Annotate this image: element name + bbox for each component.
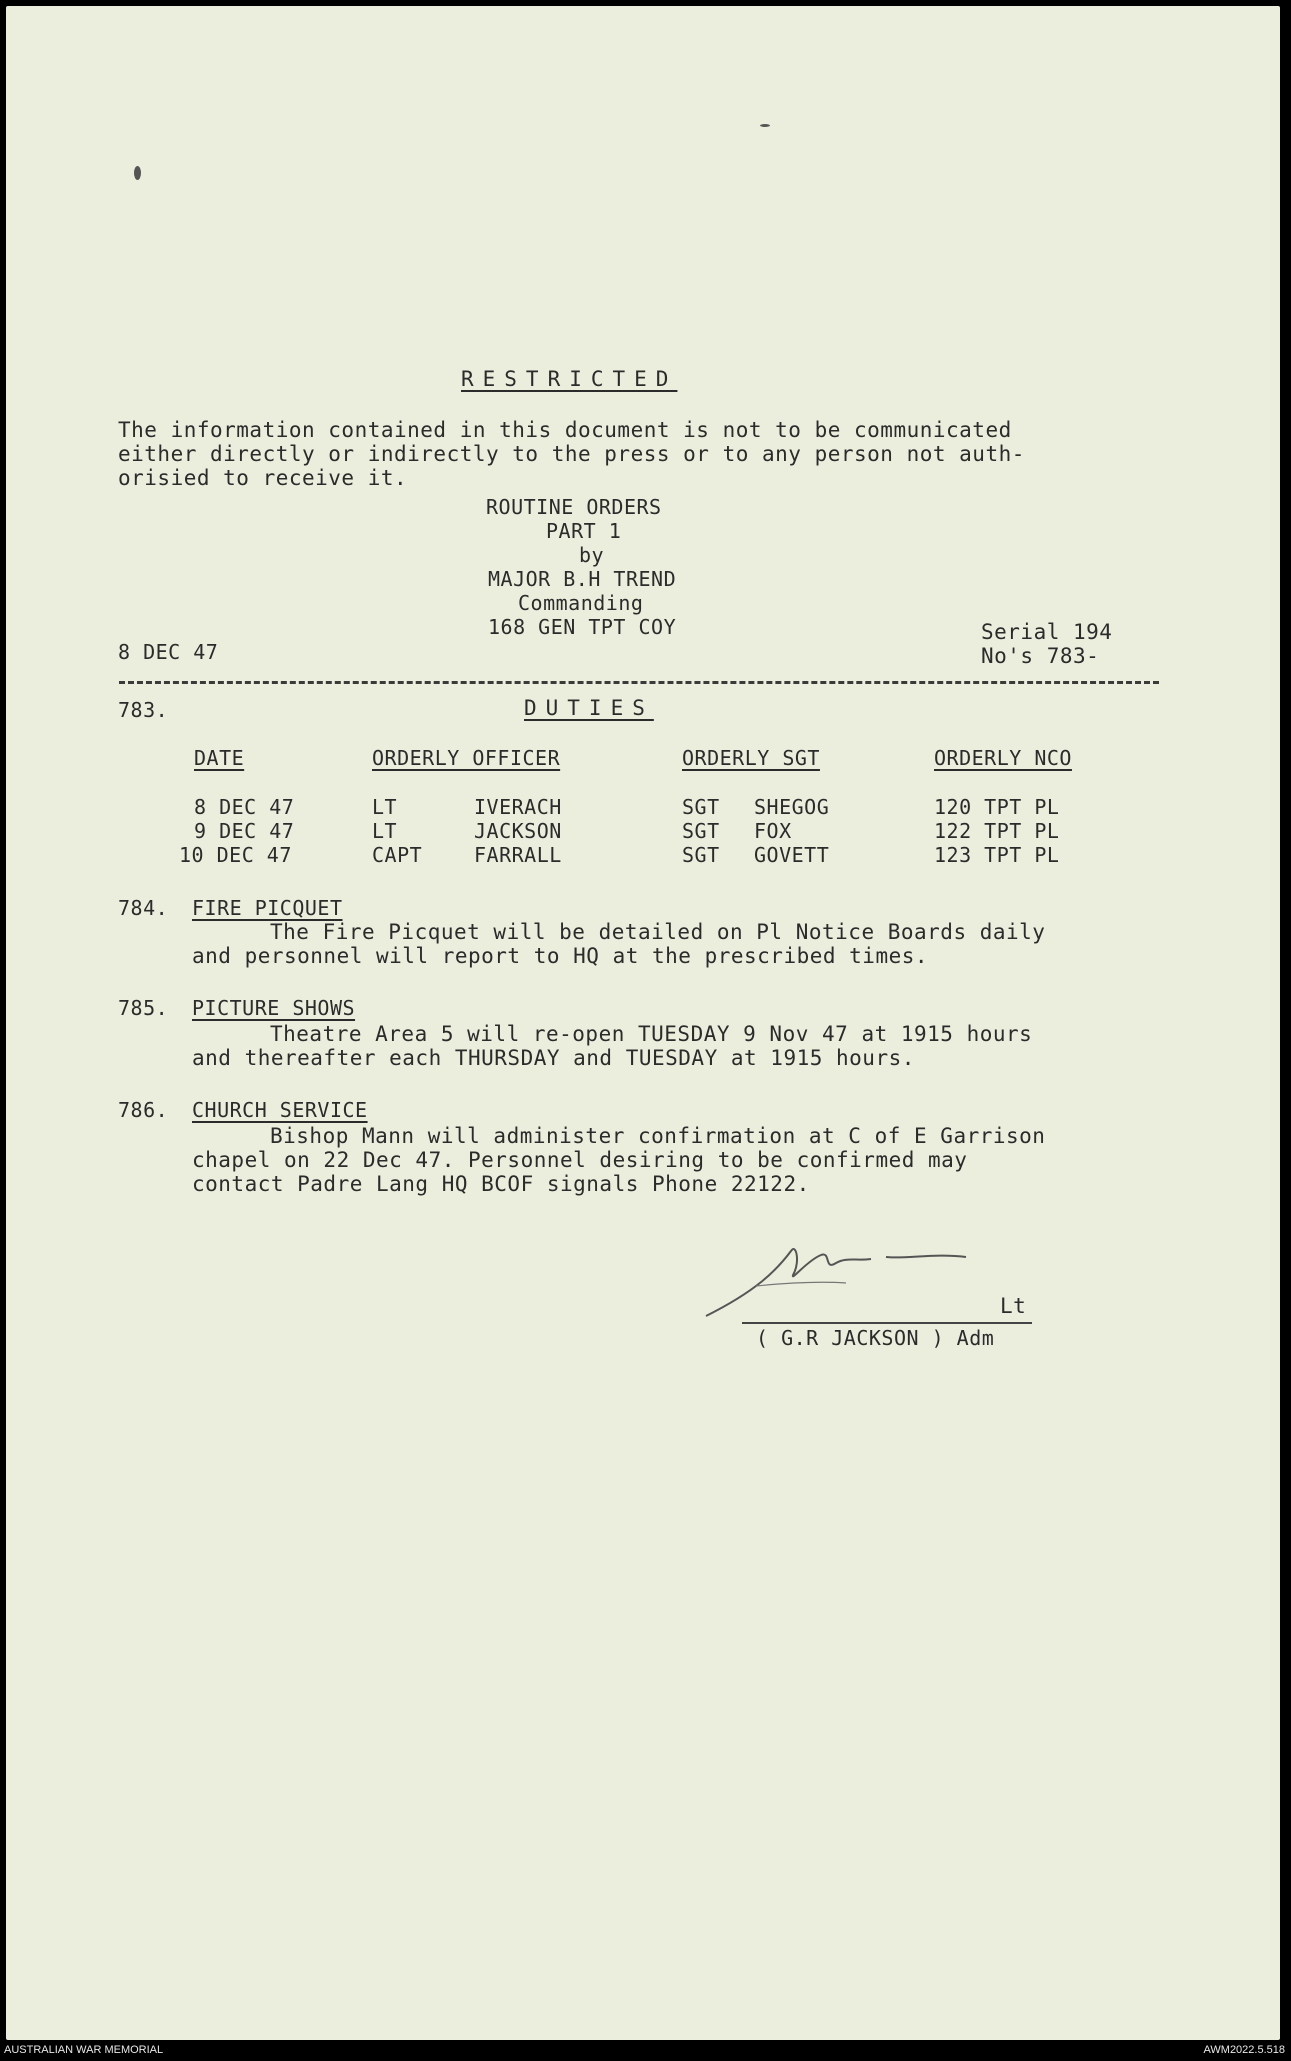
duties-heading: DUTIES <box>524 696 654 720</box>
order-numbers: No's 783- <box>981 644 1100 668</box>
sgt-name: SHEGOG <box>754 795 830 819</box>
notice-line: orisied to receive it. <box>118 466 408 490</box>
archive-credit: AUSTRALIAN WAR MEMORIAL <box>4 2044 164 2056</box>
signatory-rank: Lt <box>1000 1294 1027 1318</box>
item-number: 786. <box>118 1098 169 1122</box>
sgt-rank: SGT <box>682 795 720 819</box>
signatory-name: ( G.R JACKSON ) Adm <box>756 1326 995 1350</box>
column-header: ORDERLY SGT <box>682 746 820 770</box>
item-number: 784. <box>118 896 169 920</box>
title-line: PART 1 <box>546 519 622 543</box>
sgt-rank: SGT <box>682 819 720 843</box>
serial-number: Serial 194 <box>981 620 1113 644</box>
column-header: ORDERLY OFFICER <box>372 746 561 770</box>
unit-name: 168 GEN TPT COY <box>488 615 677 639</box>
item-heading: FIRE PICQUET <box>192 896 343 920</box>
item-line: Bishop Mann will administer confirmation at C of E Garrison <box>270 1124 1046 1148</box>
sgt-name: FOX <box>754 819 792 843</box>
item-heading: CHURCH SERVICE <box>192 1098 368 1122</box>
column-header: DATE <box>194 746 245 770</box>
sgt-name: GOVETT <box>754 843 830 867</box>
title-line: by <box>579 543 605 567</box>
notice-line: either directly or indirectly to the press or to any person not auth- <box>118 442 1025 466</box>
commander-name: MAJOR B.H TREND <box>488 567 677 591</box>
officer-rank: CAPT <box>372 843 423 867</box>
item-line: chapel on 22 Dec 47. Personnel desiring to be confirmed may <box>192 1148 968 1172</box>
duty-date: 9 DEC 47 <box>194 819 295 843</box>
officer-name: JACKSON <box>474 819 562 843</box>
title-line: ROUTINE ORDERS <box>486 495 662 519</box>
ink-mark <box>760 124 770 127</box>
title-line: Commanding <box>518 591 644 615</box>
item-line: The Fire Picquet will be detailed on Pl Notice Boards daily <box>270 920 1046 944</box>
notice-line: The information contained in this document is not to be communicated <box>118 418 1012 442</box>
officer-rank: LT <box>372 819 398 843</box>
handwritten-signature <box>696 1231 1026 1321</box>
item-number: 785. <box>118 996 169 1020</box>
sgt-rank: SGT <box>682 843 720 867</box>
column-header: ORDERLY NCO <box>934 746 1072 770</box>
item-line: contact Padre Lang HQ BCOF signals Phone 22122. <box>192 1172 810 1196</box>
signature-line <box>742 1322 1032 1324</box>
nco-unit: 120 TPT PL <box>934 795 1060 819</box>
item-line: and thereafter each THURSDAY and TUESDAY at 1915 hours. <box>192 1046 915 1070</box>
archive-reference: AWM2022.5.518 <box>1203 2044 1285 2056</box>
order-date: 8 DEC 47 <box>118 640 219 664</box>
divider-line <box>119 681 1159 684</box>
item-line: and personnel will report to HQ at the prescribed times. <box>192 944 929 968</box>
nco-unit: 123 TPT PL <box>934 843 1060 867</box>
ink-mark <box>134 166 141 180</box>
officer-name: FARRALL <box>474 843 562 867</box>
duty-date: 8 DEC 47 <box>194 795 295 819</box>
officer-rank: LT <box>372 795 398 819</box>
nco-unit: 122 TPT PL <box>934 819 1060 843</box>
document-page <box>6 6 1280 2040</box>
item-line: Theatre Area 5 will re-open TUESDAY 9 Nov 47 at 1915 hours <box>270 1022 1033 1046</box>
duty-date: 10 DEC 47 <box>179 843 292 867</box>
item-heading: PICTURE SHOWS <box>192 996 356 1020</box>
officer-name: IVERACH <box>474 795 562 819</box>
classification-heading: RESTRICTED <box>461 367 678 391</box>
item-number: 783. <box>118 698 169 722</box>
